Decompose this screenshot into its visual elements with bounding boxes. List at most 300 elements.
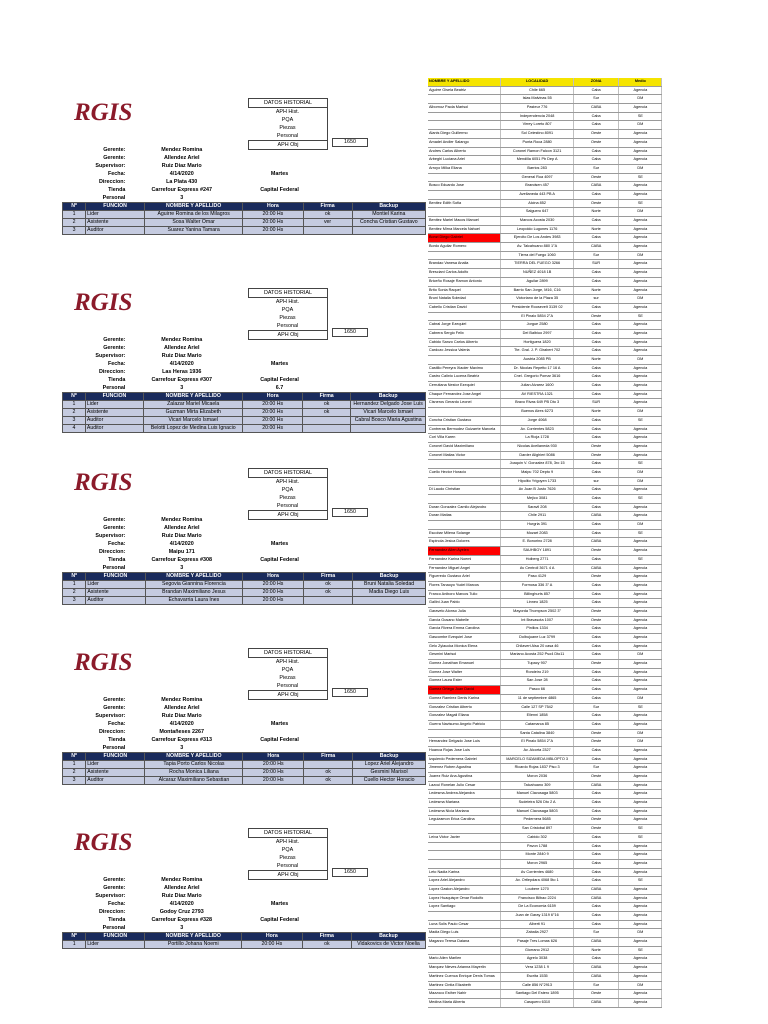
list-cell: Cabello Cristian David	[428, 304, 501, 312]
list-cell: Catamarca 85	[501, 721, 574, 729]
list-cell: Gascombe Ezequiel Jose	[428, 634, 501, 642]
list-cell: Islas Malvinas 55	[501, 95, 574, 103]
staff-header: NOMBRE Y APELLIDO	[144, 393, 243, 401]
staff-cell: ok	[303, 581, 352, 589]
list-cell: Izquierdo Pedernera Gabriel	[428, 756, 501, 764]
list-cell: SE	[619, 495, 662, 503]
staff-row	[63, 769, 426, 777]
staff-cell: Auditor	[86, 777, 145, 785]
list-cell: Agencia	[619, 903, 662, 911]
list-cell: Agencia	[619, 799, 662, 807]
list-row	[428, 929, 662, 938]
info-label: Fecha:	[108, 541, 126, 547]
list-row	[428, 869, 662, 878]
datos-row: APH Hist.	[248, 478, 328, 486]
info-table	[74, 516, 324, 572]
list-cell: Bonzi Diego Gabriel	[428, 234, 501, 242]
list-cell: Caba	[574, 148, 619, 156]
info-extra: Capital Federal	[260, 187, 299, 193]
list-cell: SE	[619, 200, 662, 208]
info-value: Mendez Romina	[161, 147, 203, 153]
list-cell: Sur	[574, 764, 619, 772]
list-cell: DM	[619, 695, 662, 703]
info-extra	[235, 368, 324, 376]
list-row	[428, 443, 662, 452]
list-cell: Agencia	[619, 260, 662, 268]
list-row	[428, 521, 662, 530]
list-cell: Sur	[574, 95, 619, 103]
info-label: Direccion:	[99, 909, 126, 915]
list-cell: Gomez Ortega Juan David	[428, 686, 501, 694]
list-cell: DM	[619, 356, 662, 364]
list-cell: Cerrutiana Nestor Ezequiel	[428, 382, 501, 390]
list-row	[428, 156, 662, 165]
list-cell: Santiago Del Estero 1895	[501, 990, 574, 998]
list-cell: CABA	[574, 895, 619, 903]
list-cell	[428, 825, 501, 833]
list-row	[428, 382, 662, 391]
list-cell: Arbeghi Luciana Ariel	[428, 156, 501, 164]
staff-cell: Suarez Yanina Tamara	[145, 227, 243, 235]
staff-cell: 20:00 Hs	[242, 941, 303, 949]
info-value: Carrefour Express #313	[151, 737, 212, 743]
list-cell: Agencia	[619, 565, 662, 573]
list-row	[428, 608, 662, 617]
list-cell: CABA	[574, 964, 619, 972]
list-cell: Barrios 283	[501, 165, 574, 173]
list-cell: Agencia	[619, 148, 662, 156]
list-cell: Oeste	[574, 773, 619, 781]
list-cell: Caba	[574, 426, 619, 434]
list-cell: Caba	[574, 191, 619, 199]
list-row	[428, 591, 662, 600]
list-cell: Sudeleira 526 Dto 2 A	[501, 799, 574, 807]
list-cell: Agencia	[619, 243, 662, 251]
list-cell: sur	[574, 295, 619, 303]
list-cell: DM	[619, 521, 662, 529]
info-extra	[235, 178, 324, 186]
list-row	[428, 304, 662, 313]
list-cell: El Pinalo 5854 2°A	[501, 313, 574, 321]
info-extra: Capital Federal	[260, 377, 299, 383]
list-cell: Agencia	[619, 816, 662, 824]
list-cell: DM	[619, 95, 662, 103]
list-row	[428, 260, 662, 269]
staff-row	[63, 597, 426, 605]
datos-row: Personal	[248, 682, 328, 690]
datos-row: PQA	[248, 846, 328, 854]
info-value: Ruiz Diaz Mario	[161, 533, 202, 539]
info-row	[74, 736, 324, 744]
list-cell: Agencia	[619, 677, 662, 685]
list-row	[428, 460, 662, 469]
list-cell: sur	[574, 478, 619, 486]
info-label: Fecha:	[108, 171, 126, 177]
list-cell: Agencia	[619, 999, 662, 1007]
datos-row: APH Hist.	[248, 108, 328, 116]
staff-cell: Vicari Marcelo Ismael	[351, 409, 426, 417]
list-row	[428, 191, 662, 200]
list-cell: Mariano Acosta 252 Pso4 Dto11	[501, 651, 574, 659]
list-cell: Brandsen 457	[501, 182, 574, 190]
list-cell: Aguilar 2899	[501, 278, 574, 286]
info-row	[74, 146, 324, 154]
info-extra	[235, 532, 324, 540]
list-row	[428, 87, 662, 96]
info-label: Direccion:	[99, 549, 126, 555]
staff-cell: Gesmini Marisol	[353, 769, 426, 777]
datos-row: DATOS HISTORIAL	[248, 288, 328, 298]
list-cell: Caba	[574, 460, 619, 468]
list-cell: Agencia	[619, 617, 662, 625]
info-value: Maipu 171	[168, 549, 195, 555]
staff-table	[62, 392, 426, 433]
list-cell: Caba	[574, 87, 619, 95]
list-cell: Juan de Garay 1319 6°16	[501, 912, 574, 920]
list-cell: Linneo 1825	[501, 599, 574, 607]
info-label: Tienda	[108, 187, 126, 193]
datos-row: Personal	[248, 132, 328, 140]
list-cell: NUÑEZ 4018 1B	[501, 269, 574, 277]
list-cell: Hurgria 391	[501, 521, 574, 529]
list-row	[428, 886, 662, 895]
list-cell: Norte	[574, 408, 619, 416]
list-cell: Benitez Mariel Macos Manuel	[428, 217, 501, 225]
staff-cell: ok	[303, 211, 352, 219]
list-cell: Agencia	[619, 373, 662, 381]
list-cell: Agencia	[619, 269, 662, 277]
list-cell: Caba	[574, 521, 619, 529]
list-cell: AV RIESTRA 1321	[501, 391, 574, 399]
schedule-block	[66, 642, 426, 802]
list-cell	[428, 408, 501, 416]
staff-cell: 20:00 Hs	[243, 425, 303, 433]
list-cell	[428, 495, 501, 503]
datos-row: APH Hist.	[248, 658, 328, 666]
list-cell: Agencia	[619, 643, 662, 651]
datos-row: Piezas	[248, 494, 328, 502]
info-row	[74, 704, 324, 712]
staff-header: FUNCION	[86, 203, 145, 211]
list-row	[428, 426, 662, 435]
list-cell: Coronel Ramon Falcon 3121	[501, 148, 574, 156]
list-cell: CABA	[574, 938, 619, 946]
list-cell: Agencia	[619, 895, 662, 903]
list-cell: Formosa 336 3° A	[501, 582, 574, 590]
list-cell: Caba	[574, 591, 619, 599]
datos-historial-box	[248, 648, 328, 700]
list-row	[428, 313, 662, 322]
list-cell: Brito Sonia Raquel	[428, 287, 501, 295]
staff-cell: Lider	[86, 941, 145, 949]
staff-header: NOMBRE Y APELLIDO	[145, 203, 243, 211]
list-cell: CABA	[574, 512, 619, 520]
info-extra: Capital Federal	[260, 737, 299, 743]
datos-row: APH Obj	[248, 330, 328, 340]
list-row	[428, 973, 662, 982]
list-cell: Lopez Ariel Alejandro	[428, 877, 501, 885]
list-cell: Mayorda Thompson 2502 3°	[501, 608, 574, 616]
list-cell: Alberti 91	[501, 921, 574, 929]
list-cell: SUR	[574, 260, 619, 268]
list-cell: Leto Nadia Karina	[428, 869, 501, 877]
list-cell: DM	[619, 929, 662, 937]
rgis-logo	[74, 282, 133, 318]
list-cell: Agencia	[619, 756, 662, 764]
staff-header: Nº	[63, 933, 86, 941]
list-cell: Sur	[574, 165, 619, 173]
list-row	[428, 651, 662, 660]
datos-row: Piezas	[248, 854, 328, 862]
list-cell: Agencia	[619, 434, 662, 442]
list-cell: Bresciani Carlos Adolfo	[428, 269, 501, 277]
list-cell: Caba	[574, 651, 619, 659]
list-row	[428, 764, 662, 773]
list-cell: Caba	[574, 556, 619, 564]
list-cell	[428, 521, 501, 529]
list-cell: Gomez Jonathan Emanuel	[428, 660, 501, 668]
info-row	[74, 524, 324, 532]
datos-historial-box	[248, 98, 328, 150]
svg-text:RGIS: RGIS	[74, 829, 133, 856]
list-cell: Caba	[574, 269, 619, 277]
info-extra	[235, 548, 324, 556]
list-cell: Caba	[574, 347, 619, 355]
info-value: Allendez Ariel	[164, 885, 200, 891]
staff-row	[63, 417, 426, 425]
list-cell: Caba	[574, 834, 619, 842]
list-cell: Agencia	[619, 669, 662, 677]
info-row	[74, 924, 324, 932]
info-label: Supervisor:	[95, 893, 126, 899]
list-row	[428, 174, 662, 183]
list-cell: Agencia	[619, 426, 662, 434]
info-value: 4/14/2020	[169, 901, 194, 907]
list-header	[428, 78, 662, 87]
list-row	[428, 339, 662, 348]
staff-header: FUNCION	[86, 933, 145, 941]
staff-cell: Alcaraz Maximiliano Sebastian	[145, 777, 243, 785]
list-cell: Cabrera Sergio Felix	[428, 330, 501, 338]
list-cell: Oeste	[574, 825, 619, 833]
list-cell: Agencia	[619, 365, 662, 373]
list-cell: Agencia	[619, 860, 662, 868]
list-cell: CABA	[574, 565, 619, 573]
info-value: Allendez Ariel	[164, 155, 200, 161]
staff-header: Hora	[243, 573, 304, 581]
list-cell: SE	[619, 877, 662, 885]
list-cell: Caba	[574, 417, 619, 425]
list-cell: Escobar Milena Solange	[428, 530, 501, 538]
info-label: Supervisor:	[95, 713, 126, 719]
info-value: 3	[180, 385, 184, 391]
info-extra	[235, 884, 324, 892]
staff-cell: 3	[63, 597, 86, 605]
list-row	[428, 469, 662, 478]
list-cell: Caba	[574, 851, 619, 859]
list-cell: Oeste	[574, 130, 619, 138]
staff-header: NOMBRE Y APELLIDO	[145, 933, 242, 941]
list-cell: SAUHBGY 1891	[501, 547, 574, 555]
info-value: Carrefour Express #247	[151, 187, 212, 193]
list-cell: DM	[619, 252, 662, 260]
staff-cell: 1	[63, 401, 86, 409]
list-row	[428, 747, 662, 756]
list-cell: Moron 2965	[501, 860, 574, 868]
staff-cell: Belotti Lopez de Medina Luis Ignacio	[144, 425, 243, 433]
list-cell: Di Laudo Christian	[428, 486, 501, 494]
list-row	[428, 347, 662, 356]
list-cell: DM	[619, 408, 662, 416]
info-row	[74, 876, 324, 884]
list-cell: Caba	[574, 486, 619, 494]
staff-header: Backup	[353, 753, 426, 761]
list-cell: Gomez Laura Ester	[428, 677, 501, 685]
list-cell: SE	[619, 313, 662, 321]
list-cell: Caba	[574, 860, 619, 868]
info-label: Tienda	[108, 917, 126, 923]
info-row	[74, 720, 324, 728]
list-cell: Caba	[574, 330, 619, 338]
list-cell: Cabido 302	[501, 834, 574, 842]
list-cell: Sur	[574, 252, 619, 260]
info-row	[74, 916, 324, 924]
rgis-logo	[74, 822, 133, 858]
list-cell: Chile 665	[501, 87, 574, 95]
staff-header: Nº	[63, 203, 86, 211]
staff-cell: 3	[63, 777, 86, 785]
info-label: Gerente:	[103, 155, 126, 161]
info-label: Direccion:	[99, 729, 126, 735]
list-cell: Arroyo Milka Eliana	[428, 165, 501, 173]
list-cell: Agencia	[619, 139, 662, 147]
list-cell: Caba	[574, 643, 619, 651]
staff-header: Hora	[243, 203, 303, 211]
list-row	[428, 756, 662, 765]
list-cell	[428, 478, 501, 486]
staff-row	[63, 761, 426, 769]
list-cell: Caba	[574, 903, 619, 911]
list-cell: Franco Aniboro Marcos Tulio	[428, 591, 501, 599]
list-cell: Sur	[574, 982, 619, 990]
schedule-block	[66, 92, 426, 252]
list-row	[428, 825, 662, 834]
list-cell: Caba	[574, 339, 619, 347]
staff-cell	[303, 597, 352, 605]
list-row	[428, 799, 662, 808]
list-cell: SE	[619, 417, 662, 425]
list-cell: Agencia	[619, 964, 662, 972]
list-cell: Saravil 208	[501, 504, 574, 512]
list-row	[428, 617, 662, 626]
staff-cell: Asistente	[85, 409, 143, 417]
list-cell: Agencia	[619, 599, 662, 607]
list-row	[428, 695, 662, 704]
list-row	[428, 486, 662, 495]
list-cell: Caba	[574, 712, 619, 720]
list-cell: Lopez Huaquispe Omar Rodolfo	[428, 895, 501, 903]
list-row	[428, 330, 662, 339]
list-cell: Buenos Aires 6273	[501, 408, 574, 416]
staff-header: Hora	[243, 393, 303, 401]
list-cell: Agencia	[619, 330, 662, 338]
info-label: Personal	[102, 565, 126, 571]
list-cell: Agencia	[619, 130, 662, 138]
list-cell: Chaque Fernandez Jose Angel	[428, 391, 501, 399]
info-label: Gerente:	[103, 877, 126, 883]
info-value: 4/14/2020	[169, 361, 194, 367]
info-value: 4/14/2020	[169, 721, 194, 727]
info-row	[74, 556, 324, 564]
list-cell: Caba	[574, 955, 619, 963]
info-row	[74, 696, 324, 704]
info-row	[74, 564, 324, 572]
info-row	[74, 336, 324, 344]
info-row	[74, 884, 324, 892]
info-row	[74, 344, 324, 352]
list-row	[428, 999, 662, 1008]
list-cell: Agencia	[619, 782, 662, 790]
list-cell: Caba	[574, 677, 619, 685]
list-row	[428, 226, 662, 235]
list-cell: San Cristobal 897	[501, 825, 574, 833]
list-cell: Agencia	[619, 504, 662, 512]
staff-header: Backup	[352, 203, 425, 211]
list-row	[428, 148, 662, 157]
list-cell: Agencia	[619, 886, 662, 894]
list-row	[428, 565, 662, 574]
list-row	[428, 139, 662, 148]
list-cell: Agencia	[619, 321, 662, 329]
staff-cell: 20:00 Hs	[243, 597, 304, 605]
list-cell: Victoriano de la Plaza 35	[501, 295, 574, 303]
staff-cell	[352, 227, 425, 235]
staff-cell: 1	[63, 941, 86, 949]
list-cell: SE	[619, 834, 662, 842]
staff-cell: ok	[302, 401, 350, 409]
list-cell: Agencia	[619, 443, 662, 451]
info-row	[74, 516, 324, 524]
list-row	[428, 434, 662, 443]
staff-header: Backup	[353, 573, 426, 581]
list-cell: CABA	[574, 243, 619, 251]
info-extra	[235, 924, 324, 932]
list-row	[428, 816, 662, 825]
list-cell: Agencia	[619, 573, 662, 581]
list-cell: Giorrano 2912	[501, 947, 574, 955]
list-cell: Agencia	[619, 843, 662, 851]
list-cell: Virrey Loreto 807	[501, 121, 574, 129]
list-cell: SE	[619, 947, 662, 955]
list-cell: E. Bonorino 2728	[501, 538, 574, 546]
staff-cell: 20:00 Hs	[243, 581, 304, 589]
list-row	[428, 556, 662, 565]
staff-cell: Vidakovics de Victor Noelia	[351, 941, 425, 949]
info-table	[74, 696, 324, 752]
datos-row: APH Obj	[248, 870, 328, 880]
list-cell: Agencia	[619, 304, 662, 312]
info-label: Personal	[102, 195, 126, 201]
list-cell: Fernandez Miguel Angel	[428, 565, 501, 573]
aph-obj-value: 1650	[332, 508, 368, 517]
staff-row	[63, 211, 426, 219]
staff-cell: Zalazar Mariel Micaela	[144, 401, 243, 409]
staff-cell: ok	[304, 769, 353, 777]
datos-row: Personal	[248, 862, 328, 870]
staff-header: Nº	[63, 393, 86, 401]
info-row	[74, 162, 324, 170]
info-extra: Martes	[270, 171, 289, 177]
